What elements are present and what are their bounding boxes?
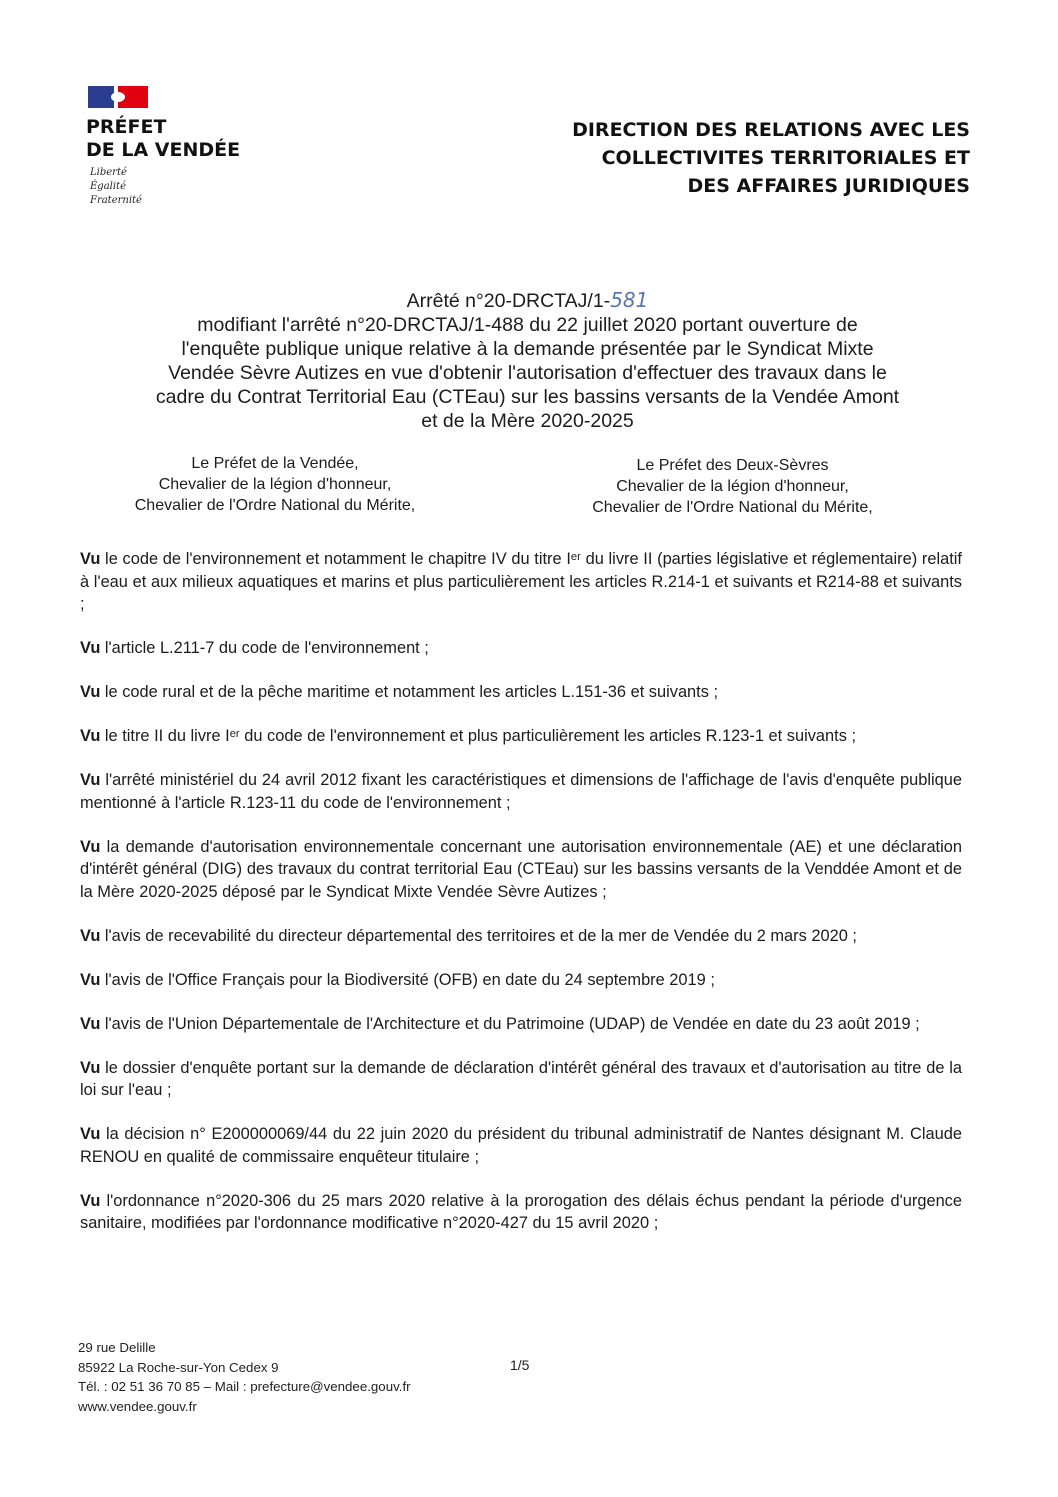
prefet-title [86, 116, 240, 162]
visa-text: le dossier d'enquête portant sur la demande de déclaration d'intérêt général des travaux et d'autorisation au titre de la loi sur l'eau ; [80, 1058, 962, 1099]
prefet-line-1: PRÉFET [86, 116, 167, 138]
visa-paragraph [80, 1123, 962, 1168]
visa-keyword: Vu [80, 970, 101, 989]
footer-contact[interactable]: Tél. : 02 51 36 70 85 – Mail : prefecture@vendee.gouv.fr [78, 1379, 411, 1394]
visa-text: la demande d'autorisation environnementale concernant une autorisation environnementale (AE) et une déclaration d'intérêt général (DIG) des travaux du contrat territorial Eau (CTEau) sur les bassins versants de la Venddée Amont et de la Mère 2020-2025 déposé par le Syndicat Mixte Vendée Sèvre Autizes ; [80, 837, 962, 901]
visa-keyword: Vu [80, 639, 101, 657]
visa-keyword: Vu [80, 727, 101, 745]
title-line: Vendée Sèvre Autizes en vue d'obtenir l'autorisation d'effectuer des travaux dans le [168, 362, 887, 384]
visa-paragraph [80, 925, 962, 948]
motto-fraternite: Fraternité [90, 195, 142, 206]
visa-paragraph [80, 836, 962, 904]
signatory-line: Chevalier de l'Ordre National du Mérite, [592, 499, 873, 516]
arrete-number-line [80, 288, 975, 313]
footer-city: 85922 La Roche-sur-Yon Cedex 9 [78, 1359, 279, 1375]
visa-text: l'avis de l'Union Départementale de l'Architecture et du Patrimoine (UDAP) de Vendée en date du 23 août 2019 ; [100, 1014, 920, 1033]
direction-line-2: COLLECTIVITES TERRITORIALES ET [601, 147, 970, 169]
direction-heading [490, 116, 970, 200]
visa-text: le titre II du livre Iᵉʳ du code de l'environnement et plus particulièrement les articles R.123-1 et suivants ; [100, 727, 856, 745]
visa-keyword: Vu [80, 550, 101, 568]
visa-keyword: Vu [80, 1125, 101, 1143]
direction-line-3: DES AFFAIRES JURIDIQUES [687, 175, 970, 197]
visa-paragraph [80, 637, 962, 660]
signatory-line: Chevalier de la légion d'honneur, [616, 478, 849, 495]
footer-address [78, 1338, 411, 1416]
motto-liberte: Liberté [90, 167, 127, 178]
visa-paragraph [80, 681, 962, 704]
visa-paragraph [80, 1190, 962, 1235]
title-line: et de la Mère 2020-2025 [421, 410, 634, 432]
visa-keyword: Vu [80, 771, 101, 789]
page-number: 1/5 [510, 1357, 530, 1373]
visa-paragraph [80, 1013, 962, 1036]
prefet-line-2: DE LA VENDÉE [86, 139, 241, 161]
visa-text: l'avis de recevabilité du directeur départemental des territoires et de la mer de Vendée du 2 mars 2020 ; [100, 926, 857, 945]
visa-text: l'article L.211-7 du code de l'environnement ; [100, 639, 429, 657]
visa-paragraph [80, 969, 962, 992]
marianne-flag-icon [88, 86, 148, 108]
visa-keyword: Vu [80, 1191, 101, 1210]
arrete-title [80, 288, 975, 433]
direction-line-1: DIRECTION DES RELATIONS AVEC LES [572, 119, 970, 141]
visa-keyword: Vu [80, 1014, 101, 1033]
visa-keyword: Vu [80, 1058, 101, 1077]
visa-text: le code de l'environnement et notamment le chapitre IV du titre Iᵉʳ du livre II (parties législative et réglementaire) relatif à l'eau et aux milieux aquatiques et marins et plus particulièrement les articles R.214-1 et suivants et R214-88 et suivants ; [80, 550, 962, 613]
visa-paragraph [80, 548, 962, 616]
signatory-deux-sevres [550, 455, 915, 518]
title-line: l'enquête publique unique relative à la demande présentée par le Syndicat Mixte [181, 338, 874, 360]
visa-text: la décision n° E200000069/44 du 22 juin 2020 du président du tribunal administratif de Nantes désignant M. Claude RENOU en qualité de commissaire enquêteur titulaire ; [80, 1125, 962, 1166]
visa-text: l'ordonnance n°2020-306 du 25 mars 2020 relative à la prorogation des délais échus pendant la période d'urgence sanitaire, modifiées par l'ordonnance modificative n°2020-427 du 15 avril 2020 ; [80, 1191, 962, 1232]
visa-paragraph [80, 725, 962, 748]
signatory-line: Le Préfet de la Vendée, [191, 455, 359, 472]
visa-keyword: Vu [80, 926, 101, 945]
visa-text: le code rural et de la pêche maritime et notamment les articles L.151-36 et suivants ; [100, 683, 719, 701]
arrete-number-handwritten: 581 [610, 288, 649, 312]
visa-text: l'avis de l'Office Français pour la Biodiversité (OFB) en date du 24 septembre 2019 ; [100, 970, 715, 989]
republic-motto [90, 166, 142, 208]
visa-paragraph [80, 1057, 962, 1102]
footer-street: 29 rue Delille [78, 1340, 156, 1355]
title-line: modifiant l'arrêté n°20-DRCTAJ/1-488 du 22 juillet 2020 portant ouverture de [197, 314, 858, 336]
motto-egalite: Égalité [90, 181, 126, 192]
footer-website-link[interactable]: www.vendee.gouv.fr [78, 1398, 197, 1414]
visa-keyword: Vu [80, 683, 101, 701]
visas-list [80, 548, 962, 1256]
arrete-prefix: Arrêté n°20-DRCTAJ/1- [406, 290, 611, 312]
title-line: cadre du Contrat Territorial Eau (CTEau) sur les bassins versants de la Vendée Amont [155, 386, 900, 408]
visa-paragraph [80, 769, 962, 814]
signatory-line: Chevalier de l'Ordre National du Mérite, [134, 497, 416, 514]
signatory-line: Chevalier de la légion d'honneur, [158, 476, 392, 493]
visa-keyword: Vu [80, 837, 101, 856]
signatory-vendee [80, 453, 470, 516]
signatory-line: Le Préfet des Deux-Sèvres [636, 457, 829, 474]
visa-text: l'arrêté ministériel du 24 avril 2012 fixant les caractéristiques et dimensions de l'affichage de l'avis d'enquête publique mentionné à l'article R.123-11 du code de l'environnement ; [80, 771, 962, 812]
